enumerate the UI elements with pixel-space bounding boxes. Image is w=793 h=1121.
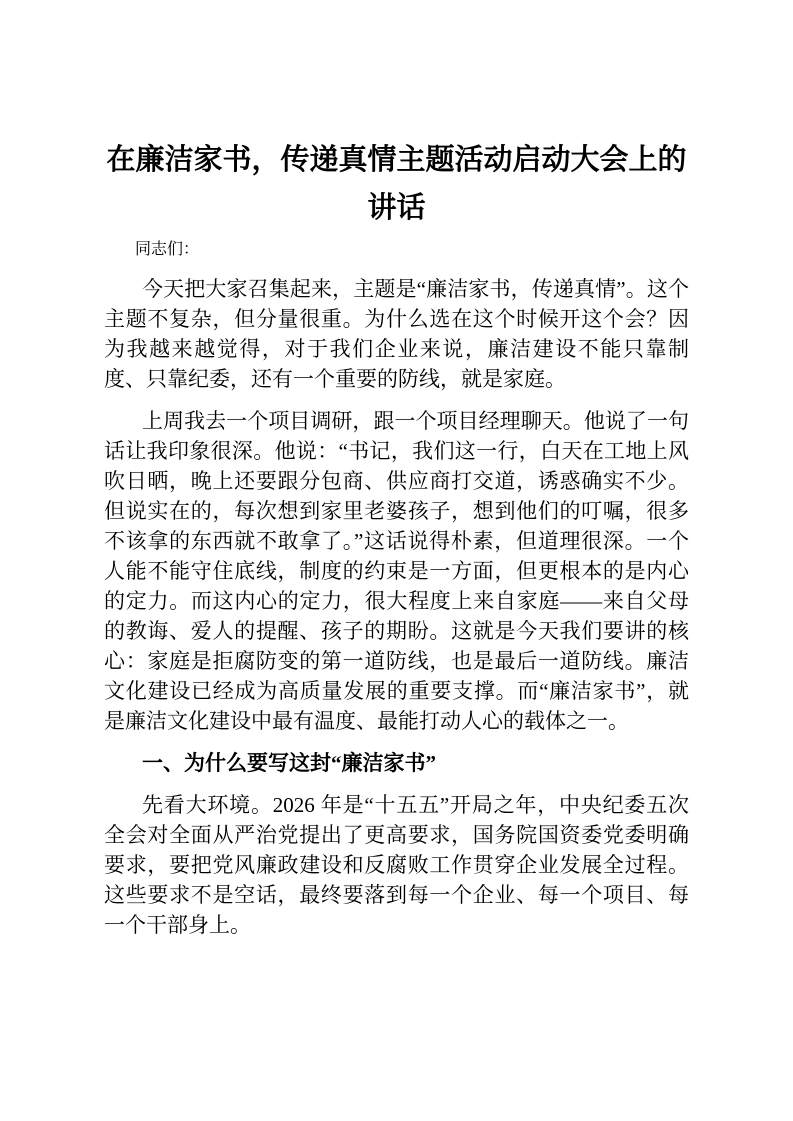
paragraph-section1-body: 先看大环境。2026 年是“十五五”开局之年，中央纪委五次全会对全面从严治党提出了更高要求，国务院国资委党委明确要求，要把党风廉政建设和反腐败工作贯穿企业发展全过程。这些要求不是空话，最终要落到每一个企业、每一个项目、每一个干部身上。	[104, 793, 689, 937]
title-line-2: 讲话	[367, 192, 426, 224]
document-title	[104, 136, 689, 232]
salutation: 同志们：	[135, 241, 200, 258]
paragraph-intro: 今天把大家召集起来，主题是“廉洁家书，传递真情”。这个主题不复杂，但分量很重。为什么选在这个时候开这个会？因为我越来越觉得，对于我们企业来说，廉洁建设不能只靠制度、只靠纪委，还有一个重要的防线，就是家庭。	[104, 277, 689, 391]
paragraph-story: 上周我去一个项目调研，跟一个项目经理聊天。他说了一句话让我印象很深。他说：“书记，我们这一行，白天在工地上风吹日晒，晚上还要跟分包商、供应商打交道，诱惑确实不少。但说实在的，每次想到家里老婆孩子，想到他们的叮嘱，很多不该拿的东西就不敢拿了。”这话说得朴素，但道理很深。一个人能不能守住底线，制度的约束是一方面，但更根本的是内心的定力。而这内心的定力，很大程度上来自家庭——来自父母的教诲、爱人的提醒、孩子的期盼。这就是今天我们要讲的核心：家庭是拒腐防变的第一道防线，也是最后一道防线。廉洁文化建设已经成为高质量发展的重要支撑。而“廉洁家书”，就是廉洁文化建设中最有温度、最能打动人心的载体之一。	[104, 409, 689, 733]
section-heading-1: 一、为什么要写这封“廉洁家书”	[142, 751, 436, 775]
title-line-1: 在廉洁家书，传递真情主题活动启动大会上的	[106, 144, 687, 176]
